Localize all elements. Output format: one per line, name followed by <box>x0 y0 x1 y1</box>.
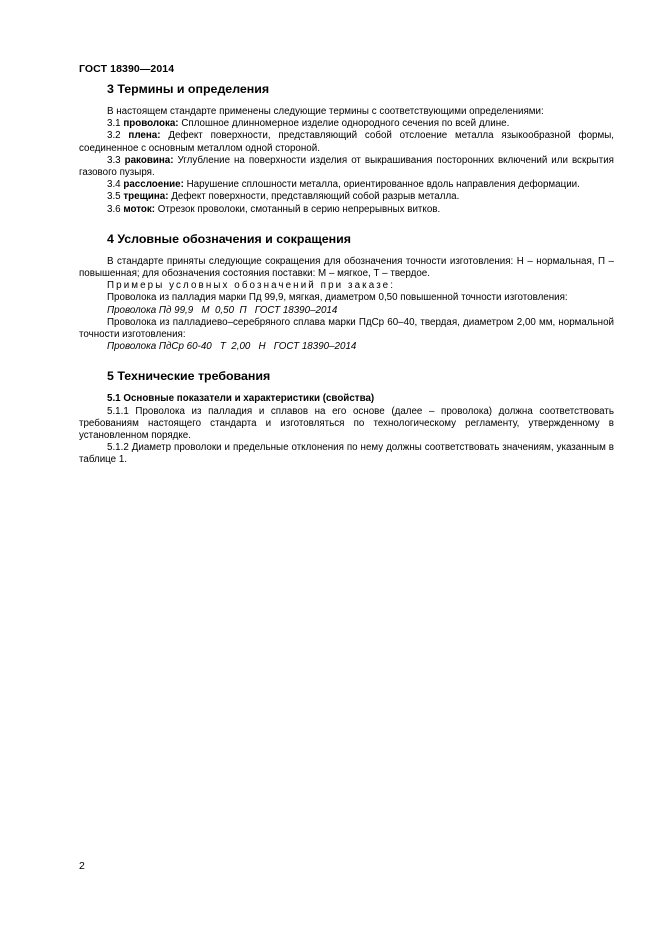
term-3-4: 3.4 расслоение: Нарушение сплошности металла, ориентированное вдоль направления деформации. <box>107 179 580 191</box>
paragraph-5-1-1: 5.1.1 Проволока из палладия и сплавов на его основе (далее – проволока) должна соответствовать требованиям настоящего стандарта и изготовляться по технологическому регламенту, утвержденному в установленном порядке. <box>79 405 614 442</box>
example-1-code: Проволока Пд 99,9 М 0,50 П ГОСТ 18390–2014 <box>107 304 338 316</box>
term-3-6-name: моток: <box>123 203 156 215</box>
page-number: 2 <box>79 860 85 872</box>
section-5-title: 5 Технические требования <box>107 369 271 384</box>
document-header: ГОСТ 18390—2014 <box>79 63 175 75</box>
term-3-1: 3.1 проволока: Сплошное длинномерное изделие однородного сечения по всей длине. <box>107 118 510 130</box>
term-3-3: 3.3 раковина: Углубление на поверхности изделия от выкрашивания посторонних включений или вскрытия газового пузыря. <box>79 154 614 179</box>
section-4-title: 4 Условные обозначения и сокращения <box>107 231 352 246</box>
term-3-5: 3.5 трещина: Дефект поверхности, представляющий собой разрыв металла. <box>107 191 460 203</box>
term-3-2-name: плена: <box>128 130 161 142</box>
example-2-text: Проволока из палладиево–серебряного сплава марки ПдСр 60–40, твердая, диаметром 2,00 мм, нормальной точности изготовления: <box>79 316 614 341</box>
subsection-5-1-title: 5.1 Основные показатели и характеристики (свойства) <box>107 393 375 405</box>
term-3-6: 3.6 моток: Отрезок проволоки, смотанный в серию непрерывных витков. <box>107 203 441 215</box>
example-2-code: Проволока ПдСр 60-40 Т 2,00 Н ГОСТ 18390–2014 <box>107 341 357 353</box>
term-3-1-name: проволока: <box>123 118 179 130</box>
document-body <box>79 82 614 467</box>
example-1-text: Проволока из палладия марки Пд 99,9, мягкая, диаметром 0,50 повышенной точности изготовления: <box>107 292 568 304</box>
section-3-title: 3 Термины и определения <box>107 82 270 96</box>
section-4-intro: В стандарте приняты следующие сокращения для обозначения точности изготовления: Н – нормальная, П – повышенная; для обозначения состояния поставки: М – мягкое, Т – твердое. <box>79 255 614 280</box>
paragraph-5-1-2: 5.1.2 Диаметр проволоки и предельные отклонения по нему должны соответствовать значениям, указанным в таблице 1. <box>79 442 614 466</box>
examples-heading: Примеры условных обозначений при заказе: <box>107 280 396 292</box>
term-3-3-name: раковина: <box>124 154 174 166</box>
term-3-5-name: трещина: <box>123 191 169 203</box>
term-3-2: 3.2 плена: Дефект поверхности, представляющий собой отслоение металла языкообразной формы, соединенное с основным металлом одной стороной. <box>79 130 614 154</box>
section-3-intro: В настоящем стандарте применены следующие термины с соответствующими определениями: <box>107 106 544 117</box>
term-3-4-name: расслоение: <box>123 179 184 191</box>
